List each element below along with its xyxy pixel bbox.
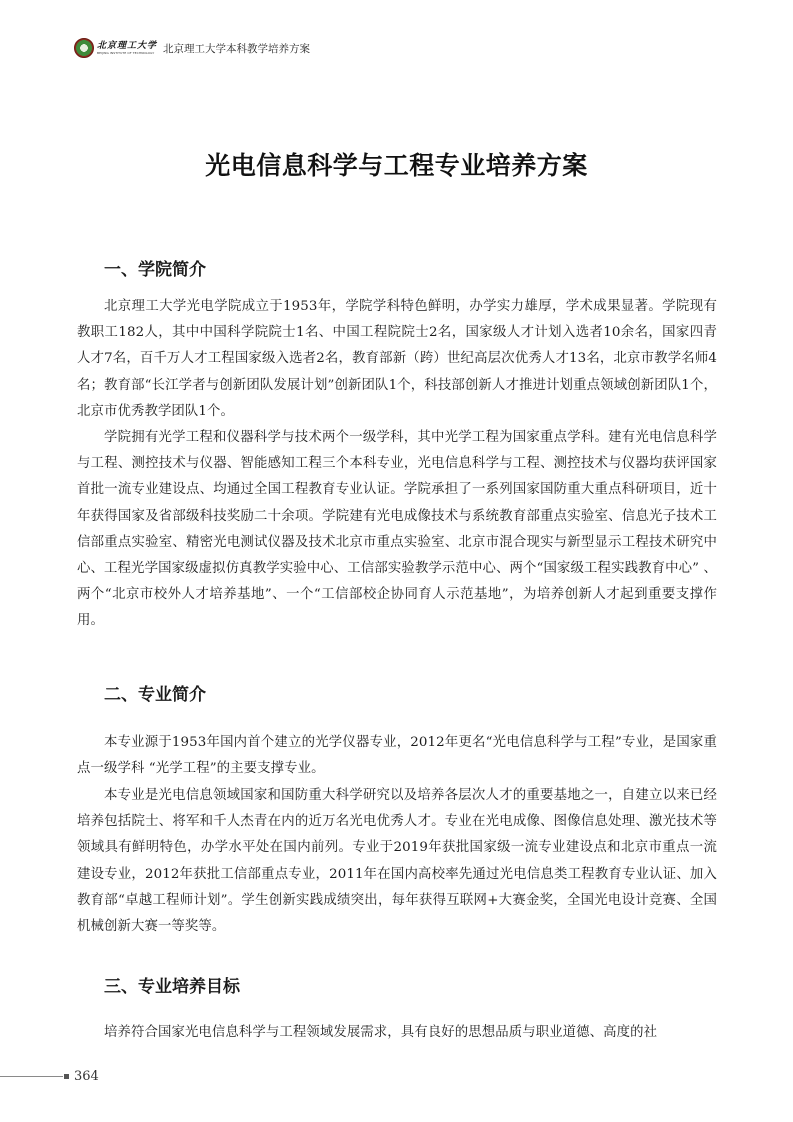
- university-emblem-icon: [74, 38, 94, 58]
- paragraph: 学院拥有光学工程和仪器科学与技术两个一级学科，其中光学工程为国家重点学科。建有光电信息科学与工程、测控技术与仪器、智能感知工程三个本科专业，光电信息科学与工程、测控技术与仪器均获评国家首批一流专业建设点、均通过全国工程教育专业认证。学院承担了一系列国家国防重大重点科研项目，近十年获得国家及省部级科技奖励二十余项。学院建有光电成像技术与系统教育部重点实验室、信息光子技术工信部重点实验室、精密光电测试仪器及技术北京市重点实验室、北京市混合现实与新型显示工程技术研究中心、工程光学国家级虚拟仿真教学实验中心、工信部实验教学示范中心、两个“国家级工程实践教育中心” 、两个“北京市校外人才培养基地”、一个“工信部校企协同育人示范基地”，为培养创新人才起到重要支撑作用。: [77, 430, 717, 629]
- university-logo: [97, 42, 157, 55]
- section-heading-college-intro: 一、学院简介: [104, 260, 206, 280]
- page-footer: [0, 1068, 99, 1084]
- header-title: 北京理工大学本科教学培养方案: [163, 42, 311, 55]
- logo-english-name: BEIJING INSTITUTE OF TECHNOLOGY: [97, 50, 155, 55]
- section-heading-major-intro: 二、专业简介: [104, 685, 206, 705]
- running-header: [74, 37, 310, 59]
- paragraph: 本专业是光电信息领域国家和国防重大科学研究以及培养各层次人才的重要基地之一，自建立以来已经培养包括院士、将军和千人杰青在内的近万名光电优秀人才。专业在光电成像、图像信息处理、激光技术等领域具有鲜明特色，办学水平处在国内前列。专业于2019年获批国家级一流专业建设点和北京市重点一流建设专业，2012年获批工信部重点专业，2011年在国内高校率先通过光电信息类工程教育专业认证、加入教育部“卓越工程师计划”。学生创新实践成绩突出，每年获得互联网+大赛金奖，全国光电设计竞赛、全国机械创新大赛一等奖等。: [77, 788, 717, 935]
- footer-rule: [0, 1076, 63, 1077]
- paragraph: 北京理工大学光电学院成立于1953年，学院学科特色鲜明，办学实力雄厚，学术成果显著。学院现有教职工182人，其中中国科学院院士1名、中国工程院院士2名，国家级人才计划入选者10余名，国家四青人才7名，百千万人才工程国家级入选者2名，教育部新（跨）世纪高层次优秀人才13名，北京市教学名师4名；教育部“长江学者与创新团队发展计划”创新团队1个，科技部创新人才推进计划重点领域创新团队1个，北京市优秀教学团队1个。: [77, 299, 717, 419]
- footer-square-marker-icon: [64, 1074, 69, 1079]
- paragraph: 本专业源于1953年国内首个建立的光学仪器专业，2012年更名“光电信息科学与工程”专业，是国家重点一级学科 “光学工程”的主要支撑专业。: [77, 735, 717, 777]
- page-number: 364: [74, 1068, 99, 1084]
- section-heading-training-objectives: 三、专业培养目标: [104, 977, 240, 997]
- document-title: 光电信息科学与工程专业培养方案: [205, 151, 588, 180]
- logo-chinese-name: 北京理工大学: [97, 40, 158, 51]
- paragraph: 培养符合国家光电信息科学与工程领域发展需求，具有良好的思想品质与职业道德、高度的社: [104, 1025, 658, 1040]
